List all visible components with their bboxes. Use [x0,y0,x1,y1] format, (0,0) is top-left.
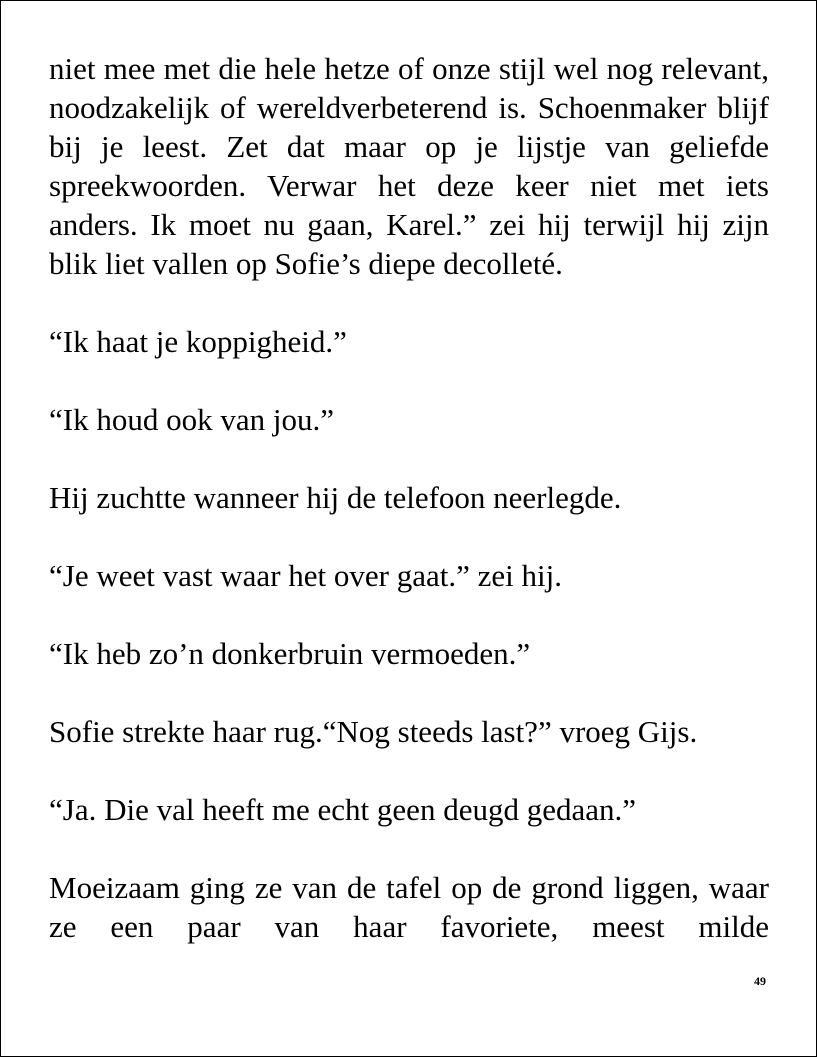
body-text [49,49,769,985]
paragraph-6: “Ik heb zo’n donkerbruin vermoeden.” [49,636,531,671]
paragraph-2: “Ik haat je koppigheid.” [49,324,347,359]
paragraph-4: Hij zuchtte wanneer hij de telefoon neerlegde. [49,480,622,515]
paragraph-8: “Ja. Die val heeft me echt geen deugd gedaan.” [49,792,636,827]
paragraph-3: “Ik houd ook van jou.” [49,402,334,437]
page-number: 49 [754,974,766,988]
paragraph-5: “Je weet vast waar het over gaat.” zei hij. [49,558,562,593]
paragraph-9: Moeizaam ging ze van de tafel op de grond liggen, waar ze een paar van haar favoriete, meest milde [49,870,769,944]
paragraph-1: niet mee met die hele hetze of onze stijl wel nog relevant, noodzakelijk of wereldverbeterend is. Schoenmaker blijf bij je leest. Zet dat maar op je lijstje van geliefde spreekwoorden. Verwar het deze keer niet met iets anders. Ik moet nu gaan, Karel.” zei hij terwijl hij zijn blik liet vallen op Sofie’s diepe decolleté. [49,51,769,281]
paragraph-7: Sofie strekte haar rug.“Nog steeds last?” vroeg Gijs. [49,714,698,749]
